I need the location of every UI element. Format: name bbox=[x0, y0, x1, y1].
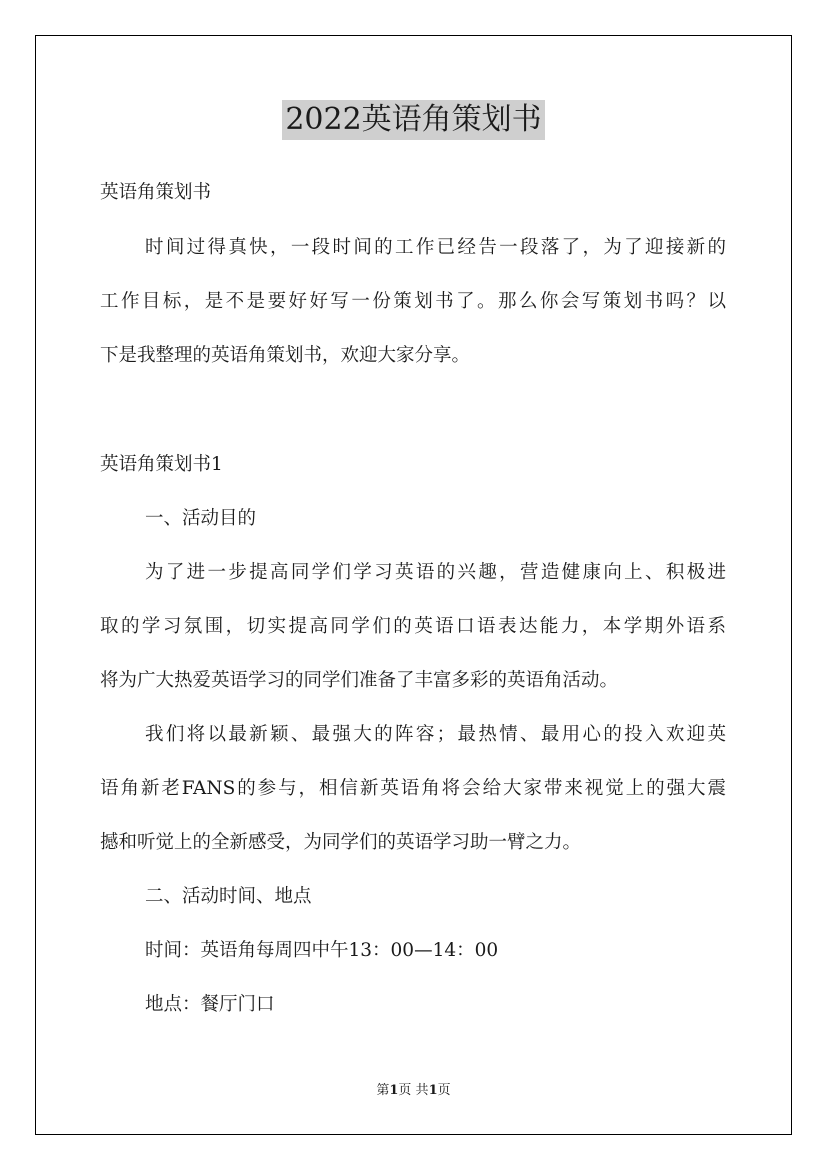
page-current: 1 bbox=[389, 1083, 399, 1098]
purpose-line-2: 取的学习氛围，切实提高同学们的英语口语表达能力，本学期外语系 bbox=[100, 616, 726, 637]
purpose-line-1: 为了进一步提高同学们学习英语的兴趣，营造健康向上、积极进 bbox=[145, 562, 726, 583]
page-prefix: 第 bbox=[376, 1083, 390, 1098]
page-suffix: 页 bbox=[437, 1083, 451, 1098]
lineup-line-2: 语角新老FANS的参与，相信新英语角将会给大家带来视觉上的强大震 bbox=[100, 778, 726, 799]
intro-line-2: 工作目标，是不是要好好写一份策划书了。那么你会写策划书吗？以 bbox=[100, 291, 726, 312]
place-line: 地点：餐厅门口 bbox=[145, 994, 275, 1015]
intro-line-3: 下是我整理的英语角策划书，欢迎大家分享。 bbox=[100, 345, 471, 366]
title-container bbox=[0, 100, 827, 140]
heading-purpose: 一、活动目的 bbox=[145, 508, 257, 529]
page-mid: 页 共 bbox=[398, 1083, 429, 1098]
time-line: 时间：英语角每周四中午13：00—14：00 bbox=[145, 940, 499, 961]
page-total: 1 bbox=[428, 1083, 438, 1098]
lineup-line-1: 我们将以最新颖、最强大的阵容；最热情、最用心的投入欢迎英 bbox=[145, 724, 726, 745]
heading-time-place: 二、活动时间、地点 bbox=[145, 886, 312, 907]
page-footer bbox=[0, 1082, 827, 1100]
purpose-line-3: 将为广大热爱英语学习的同学们准备了丰富多彩的英语角活动。 bbox=[100, 670, 619, 691]
document-subtitle: 英语角策划书 bbox=[100, 182, 212, 203]
document-title: 2022英语角策划书 bbox=[282, 100, 544, 140]
intro-line-1: 时间过得真快，一段时间的工作已经告一段落了，为了迎接新的 bbox=[145, 237, 726, 258]
lineup-line-3: 撼和听觉上的全新感受，为同学们的英语学习助一臂之力。 bbox=[100, 832, 582, 853]
section-title: 英语角策划书1 bbox=[100, 454, 223, 475]
